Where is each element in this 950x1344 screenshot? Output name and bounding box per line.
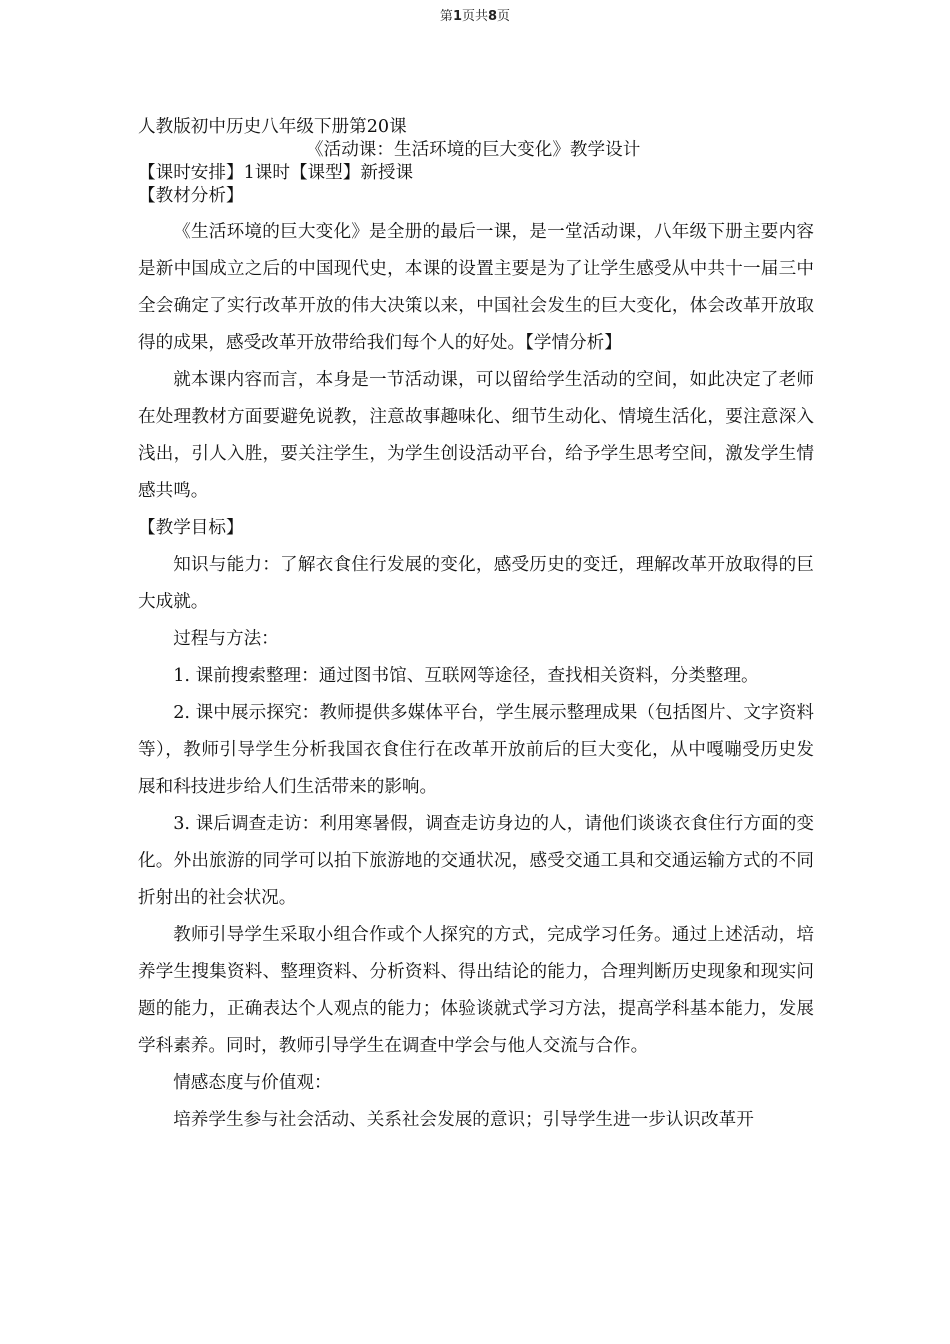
step-1-paragraph: 1. 课前搜索整理：通过图书馆、互联网等途径，查找相关资料，分类整理。	[173, 666, 759, 686]
page-suffix: 页	[497, 9, 511, 24]
document-title: 人教版初中历史八年级下册第20课	[138, 117, 407, 137]
page-prefix: 第	[439, 9, 453, 24]
current-page: 1	[452, 9, 462, 24]
values-heading: 情感态度与价值观：	[173, 1073, 332, 1093]
teacher-paragraph: 教师引导学生采取小组合作或个人探究的方式，完成学习任务。通过上述活动，培养学生搜集资料、整理资料、分析资料、得出结论的能力，合理判断历史现象和现实问题的能力，正确表达个人观点的能力；体验谈就式学习方法，提高学科基本能力，发展学科素养。同时，教师引导学生在调查中学会与他人交流与合作。	[138, 925, 814, 1056]
learners-paragraph: 就本课内容而言，本身是一节活动课，可以留给学生活动的空间，如此决定了老师在处理教材方面要避免说教，注意故事趣味化、细节生动化、情境生活化，要注意深入浅出，引人入胜，要关注学生，为学生创设活动平台，给予学生思考空间，激发学生情感共鸣。	[138, 370, 814, 501]
step-2-paragraph: 2. 课中展示探究：教师提供多媒体平台，学生展示整理成果（包括图片、文字资料等），教师引导学生分析我国衣食住行在改革开放前后的巨大变化，从中嘎嘣受历史发展和科技进步给人们生活带来的影响。	[138, 703, 814, 797]
page-number-header	[0, 5, 950, 24]
total-pages: 8	[488, 9, 498, 24]
lesson-info: 【课时安排】1课时【课型】新授课	[138, 163, 414, 183]
materials-paragraph: 《生活环境的巨大变化》是全册的最后一课，是一堂活动课，八年级下册主要内容是新中国成立之后的中国现代史，本课的设置主要是为了让学生感受从中共十一届三中全会确定了实行改革开放的伟大决策以来，中国社会发生的巨大变化，体会改革开放取得的成果，感受改革开放带给我们每个人的好处。【学情分析】	[138, 222, 814, 353]
document-subtitle: 《活动课：生活环境的巨大变化》教学设计	[306, 140, 641, 160]
values-paragraph: 培养学生参与社会活动、关系社会发展的意识；引导学生进一步认识改革开	[173, 1110, 754, 1130]
step-3-paragraph: 3. 课后调查走访：利用寒暑假，调查走访身边的人，请他们谈谈衣食住行方面的变化。外出旅游的同学可以拍下旅游地的交通状况，感受交通工具和交通运输方式的不同折射出的社会状况。	[138, 814, 814, 908]
document-body	[138, 116, 814, 1139]
process-heading: 过程与方法：	[173, 629, 279, 649]
section-heading-goals: 【教学目标】	[138, 518, 244, 538]
section-heading-materials: 【教材分析】	[138, 186, 244, 206]
knowledge-paragraph: 知识与能力：了解衣食住行发展的变化，感受历史的变迁，理解改革开放取得的巨大成就。	[138, 555, 814, 612]
page-middle: 页共	[461, 9, 488, 24]
